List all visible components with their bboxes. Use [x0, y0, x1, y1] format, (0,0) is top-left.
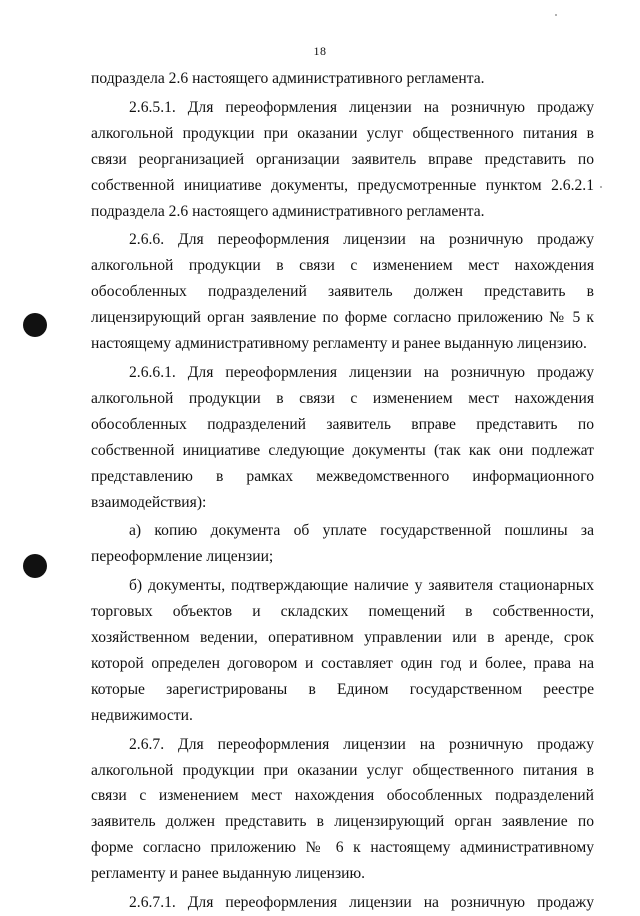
binder-hole-bottom	[23, 554, 47, 578]
paragraph-p-2-6-6-1: 2.6.6.1. Для переоформления лицензии на розничную продажу алкогольной продукции в связи с изменением мест нахождения обособленных подразделений заявитель вправе представить по собственной инициативе следующие документы (так как они подлежат представлению в рамках межведомственного информационного взаимодействия):	[91, 363, 594, 511]
paragraph-p-2-6-7-1: 2.6.7.1. Для переоформления лицензии на розничную продажу	[129, 894, 594, 912]
paragraph-p-2-6-7: 2.6.7. Для переоформления лицензии на розничную продажу алкогольной продукции при оказании услуг общественного питания в связи с изменением мест нахождения обособленных подразделений заявитель должен представить в лицензирующий орган заявление по форме согласно приложению № 6 к настоящему административному регламенту и ранее выданную лицензию.	[91, 735, 594, 883]
paragraph-p-item-b: б) документы, подтверждающие наличие у заявителя стационарных торговых объектов и складских помещений в собственности, хозяйственном ведении, оперативном управлении или в аренде, срок которой определен договором и составляет один год и более, права на которые зарегистрированы в Едином государственном реестре недвижимости.	[91, 577, 594, 724]
paragraph-p-item-a: а) копию документа об уплате государственной пошлины за переоформление лицензии;	[91, 522, 594, 566]
scan-speck	[600, 186, 602, 188]
scan-speck	[555, 14, 557, 16]
document-body	[91, 66, 594, 916]
page-number: 18	[313, 44, 327, 58]
binder-hole-top	[23, 313, 47, 337]
paragraph-p-cont-2-6: подраздела 2.6 настоящего административного регламента.	[91, 70, 485, 87]
paragraph-p-2-6-5-1: 2.6.5.1. Для переоформления лицензии на розничную продажу алкогольной продукции при оказании услуг общественного питания в связи реорганизацией организации заявитель вправе представить по собственной инициативе документы, предусмотренные пунктом 2.6.2.1 подраздела 2.6 настоящего административного регламента.	[91, 98, 594, 220]
paragraph-p-2-6-6: 2.6.6. Для переоформления лицензии на розничную продажу алкогольной продукции в связи с изменением мест нахождения обособленных подразделений заявитель должен представить в лицензирующий орган заявление по форме согласно приложению № 5 к настоящему административному регламенту и ранее выданную лицензию.	[91, 231, 594, 353]
